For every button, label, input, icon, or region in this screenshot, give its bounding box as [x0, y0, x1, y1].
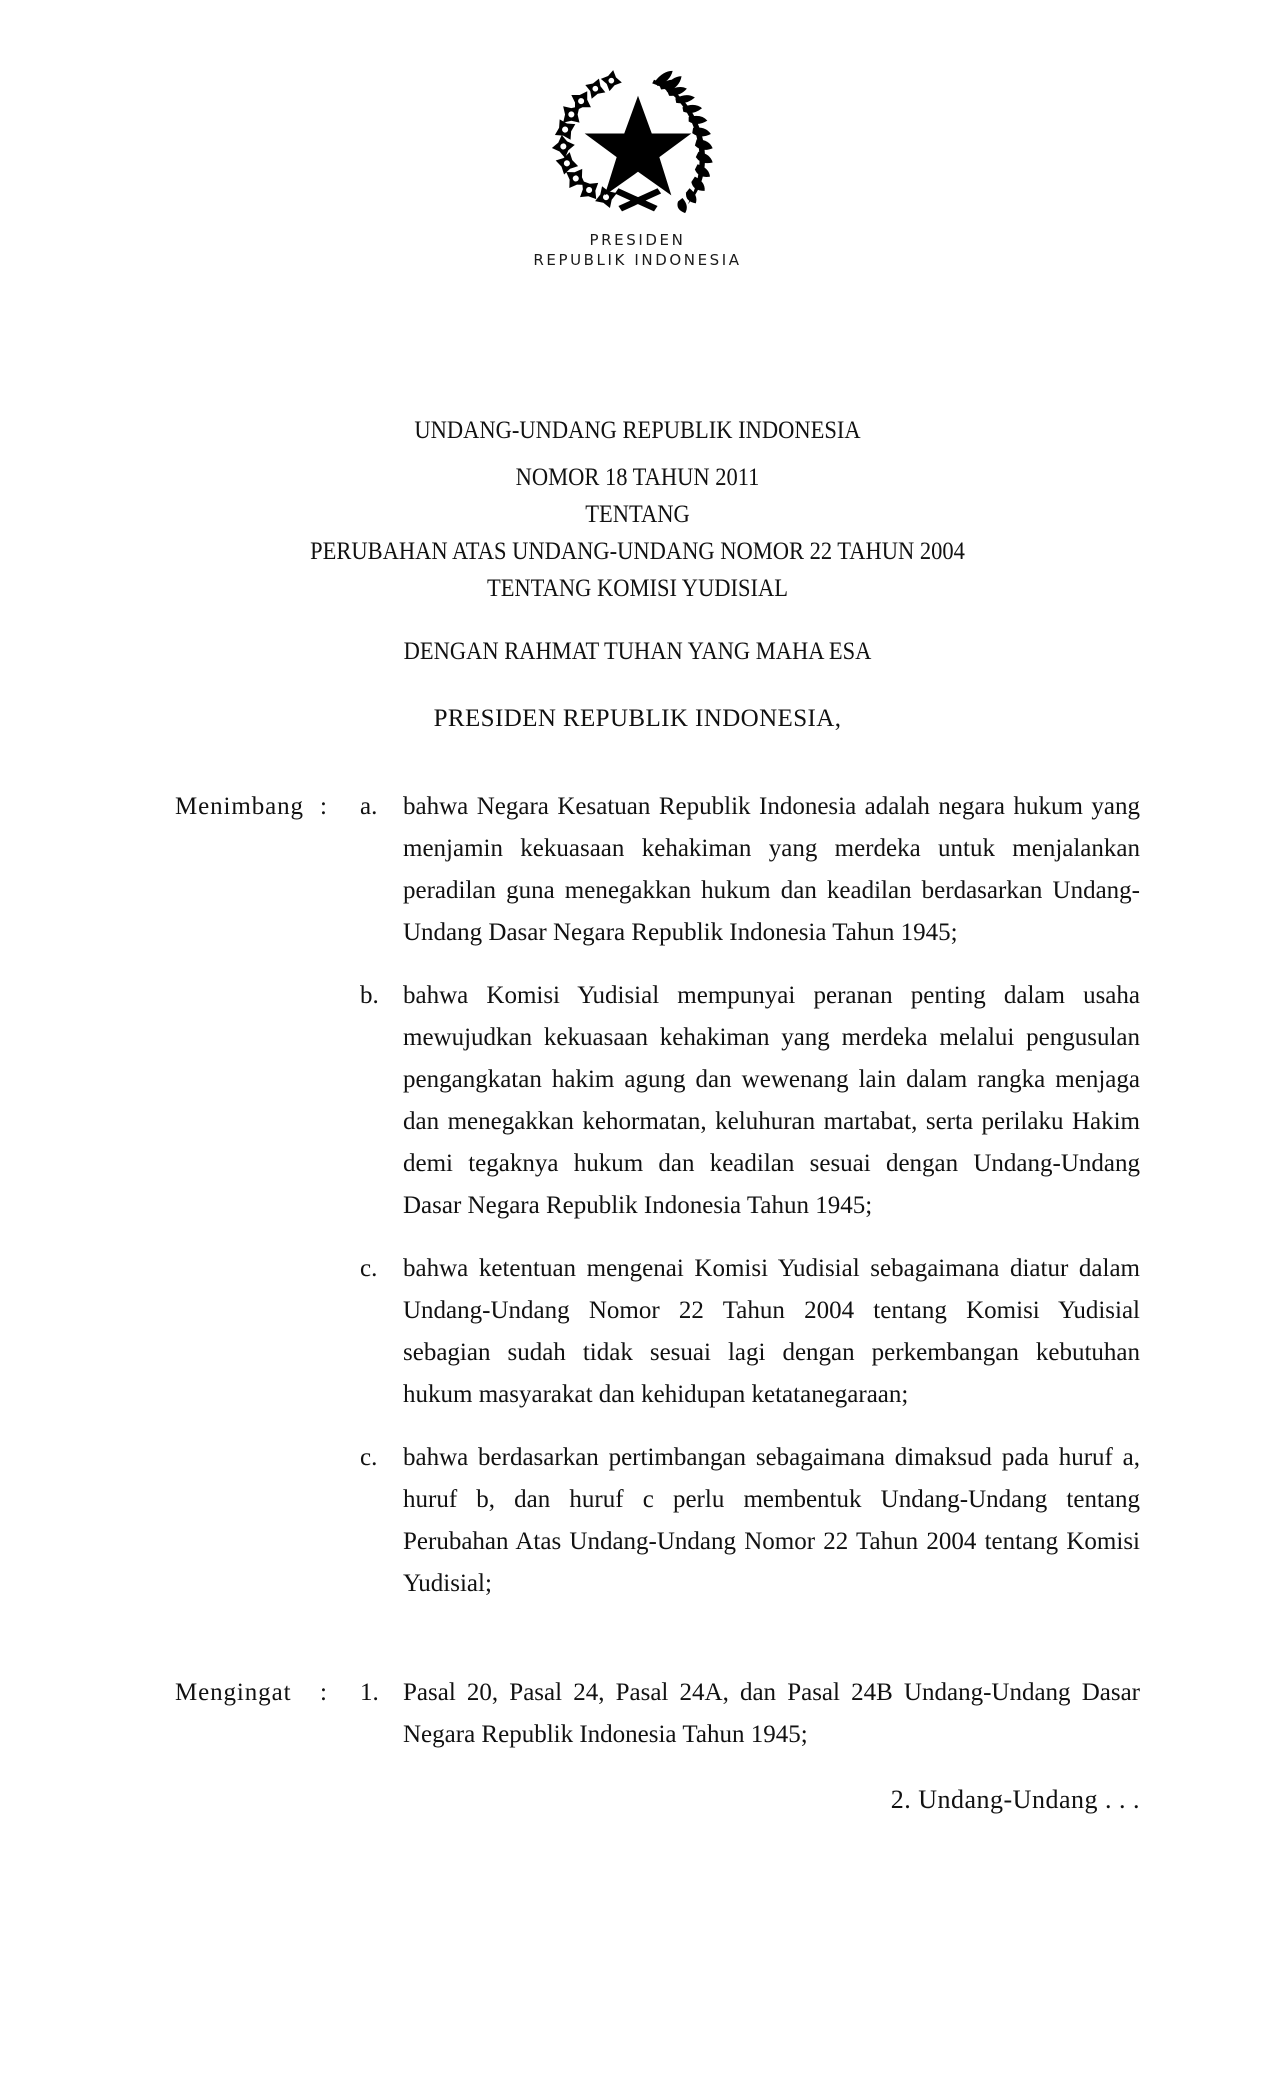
list-item	[360, 1248, 1140, 1416]
menimbang-row	[0, 786, 1275, 1605]
menimbang-colon: :	[320, 793, 327, 820]
mengingat-section	[0, 1672, 1275, 1756]
title-line-tentang-komisi-yudisial: TENTANG KOMISI YUDISIAL	[486, 575, 789, 602]
title-line-perubahan-atas: PERUBAHAN ATAS UNDANG-UNDANG NOMOR 22 TAHUN 2004	[310, 538, 965, 565]
list-item	[360, 1437, 1140, 1605]
item-text: bahwa Negara Kesatuan Republik Indonesia adalah negara hukum yang menjamin kekuasaan kehakiman yang merdeka untuk menjalankan peradilan guna menegakkan hukum dan keadilan berdasarkan Undang-Undang Dasar Negara Republik Indonesia Tahun 1945;	[403, 793, 1140, 946]
menimbang-label: Menimbang	[175, 793, 304, 820]
signatory-line: PRESIDEN REPUBLIK INDONESIA,	[433, 705, 842, 732]
menimbang-items	[360, 786, 1275, 1605]
item-marker: 1.	[360, 1679, 379, 1706]
letterhead-line-presiden: PRESIDEN	[589, 231, 686, 249]
item-marker: b.	[360, 982, 379, 1009]
letterhead-caption	[0, 230, 1275, 270]
item-marker: c.	[360, 1444, 378, 1471]
invocation-line: DENGAN RAHMAT TUHAN YANG MAHA ESA	[403, 638, 872, 665]
mengingat-row	[0, 1672, 1275, 1756]
footer-catchword: 2. Undang-Undang . . .	[890, 1785, 1140, 1814]
mengingat-label: Mengingat	[175, 1679, 292, 1706]
item-marker: a.	[360, 793, 378, 820]
title-spacer-1	[0, 449, 1275, 459]
item-text: Pasal 20, Pasal 24, Pasal 24A, dan Pasal 24B Undang-Undang Dasar Negara Republik Indonesia Tahun 1945;	[403, 1679, 1140, 1748]
list-item	[360, 975, 1140, 1227]
item-text: bahwa berdasarkan pertimbangan sebagaimana dimaksud pada huruf a, huruf b, dan huruf c perlu membentuk Undang-Undang tentang Perubahan Atas Undang-Undang Nomor 22 Tahun 2004 tentang Komisi Yudisial;	[403, 1444, 1140, 1597]
letterhead	[0, 62, 1275, 270]
presidential-seal-icon	[548, 62, 728, 222]
letterhead-line-republik-indonesia: REPUBLIK INDONESIA	[533, 251, 742, 269]
mengingat-colon: :	[320, 1679, 327, 1706]
title-spacer-3	[0, 670, 1275, 702]
title-line-tentang-1: TENTANG	[585, 501, 690, 528]
list-item	[360, 786, 1140, 954]
item-marker: c.	[360, 1255, 378, 1282]
item-text: bahwa Komisi Yudisial mempunyai peranan penting dalam usaha mewujudkan kekuasaan kehakiman yang merdeka melalui pengusulan pengangkatan hakim agung dan wewenang lain dalam rangka menjaga dan menegakkan kehormatan, keluhuran martabat, serta perilaku Hakim demi tegaknya hukum dan keadilan sesuai dengan Undang-Undang Dasar Negara Republik Indonesia Tahun 1945;	[403, 982, 1140, 1219]
item-text: bahwa ketentuan mengenai Komisi Yudisial sebagaimana diatur dalam Undang-Undang Nomor 22 Tahun 2004 tentang Komisi Yudisial sebagian sudah tidak sesuai lagi dengan perkembangan kebutuhan hukum masyarakat dan kehidupan ketatanegaraan;	[403, 1255, 1140, 1408]
title-spacer-2	[0, 607, 1275, 633]
title-line-nomor: NOMOR 18 TAHUN 2011	[515, 464, 760, 491]
list-item	[360, 1672, 1140, 1756]
title-line-undang-undang-ri: UNDANG-UNDANG REPUBLIK INDONESIA	[414, 417, 861, 444]
menimbang-section	[0, 786, 1275, 1605]
mengingat-items	[360, 1672, 1275, 1756]
title-block	[0, 412, 1275, 736]
